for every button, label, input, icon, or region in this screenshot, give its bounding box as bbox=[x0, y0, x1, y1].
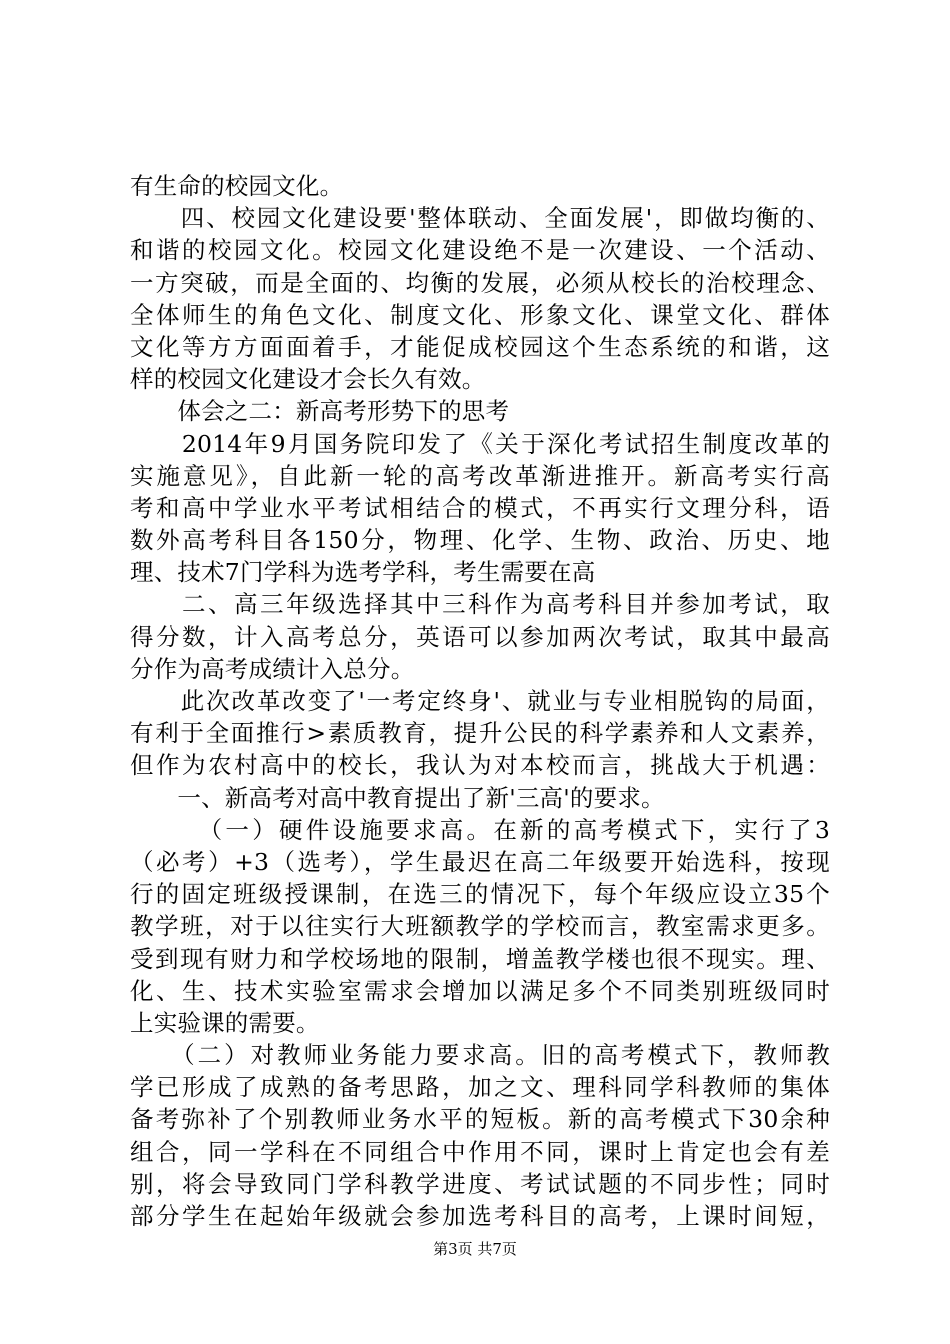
text-line: 部分学生在起始年级就会参加选考科目的高考，上课时间短， bbox=[130, 1202, 830, 1230]
text-line: 学已形成了成熟的备考思路，加之文、理科同学科教师的集体 bbox=[130, 1073, 830, 1102]
page-number: 第3页 共7页 bbox=[433, 1240, 517, 1258]
text-line: 数外高考科目各150分，物理、化学、生物、政治、历史、地 bbox=[130, 526, 830, 555]
text-line: 备考弥补了个别教师业务水平的短板。新的高考模式下30余种 bbox=[130, 1105, 830, 1134]
text-line: 一方突破，而是全面的、均衡的发展，必须从校长的治校理念、 bbox=[130, 268, 830, 297]
text-line: 受到现有财力和学校场地的限制，增盖教学楼也很不现实。理、 bbox=[130, 944, 830, 973]
text-line: 和谐的校园文化。校园文化建设绝不是一次建设、一个活动、 bbox=[130, 236, 830, 265]
text-line: 得分数，计入高考总分，英语可以参加两次考试，取其中最高 bbox=[130, 622, 830, 651]
text-line: 全体师生的角色文化、制度文化、形象文化、课堂文化、群体 bbox=[130, 300, 830, 329]
text-line: 化、生、技术实验室需求会增加以满足多个不同类别班级同时 bbox=[130, 976, 830, 1005]
text-line: 一、新高考对高中教育提出了新'三高'的要求。 bbox=[130, 783, 665, 812]
document-body bbox=[130, 170, 830, 1232]
text-line: 上实验课的需要。 bbox=[130, 1008, 320, 1037]
section-heading: 体会之二：新高考形势下的思考 bbox=[130, 397, 510, 426]
page-footer bbox=[0, 1239, 950, 1259]
text-line: 理、技术7门学科为选考学科，考生需要在高 bbox=[130, 558, 596, 587]
text-line: 组合，同一学科在不同组合中作用不同，课时上肯定也会有差 bbox=[130, 1137, 830, 1166]
text-line: （二）对教师业务能力要求高。旧的高考模式下，教师教 bbox=[130, 1041, 830, 1070]
text-line: 教学班，对于以往实行大班额教学的学校而言，教室需求更多。 bbox=[130, 912, 830, 941]
text-line: 考和高中学业水平考试相结合的模式，不再实行文理分科，语 bbox=[130, 493, 830, 522]
text-line: 有利于全面推行>素质教育，提升公民的科学素养和人文素养， bbox=[130, 719, 830, 748]
text-line: 分作为高考成绩计入总分。 bbox=[130, 654, 415, 683]
text-line: 实施意见》，自此新一轮的高考改革渐进推开。新高考实行高 bbox=[130, 461, 830, 490]
text-line: 有生命的校园文化。 bbox=[130, 172, 344, 200]
text-line: （一）硬件设施要求高。在新的高考模式下，实行了3 bbox=[130, 815, 830, 844]
text-line: 别，将会导致同门学科教学进度、考试试题的不同步性；同时 bbox=[130, 1169, 830, 1198]
text-line: 此次改革改变了'一考定终身'、就业与专业相脱钩的局面， bbox=[130, 687, 830, 715]
text-line: 样的校园文化建设才会长久有效。 bbox=[130, 365, 486, 394]
text-line: 但作为农村高中的校长，我认为对本校而言，挑战大于机遇： bbox=[130, 751, 830, 780]
text-line: 文化等方方面面着手，才能促成校园这个生态系统的和谐，这 bbox=[130, 332, 830, 361]
text-line: 行的固定班级授课制，在选三的情况下，每个年级应设立35个 bbox=[130, 880, 830, 909]
text-line: （必考）+3（选考），学生最迟在高二年级要开始选科，按现 bbox=[130, 847, 830, 876]
text-line: 二、高三年级选择其中三科作为高考科目并参加考试，取 bbox=[130, 590, 830, 619]
text-line: 2014年9月国务院印发了《关于深化考试招生制度改革的 bbox=[130, 429, 830, 458]
text-line: 四、校园文化建设要'整体联动、全面发展'，即做均衡的、 bbox=[130, 204, 830, 233]
